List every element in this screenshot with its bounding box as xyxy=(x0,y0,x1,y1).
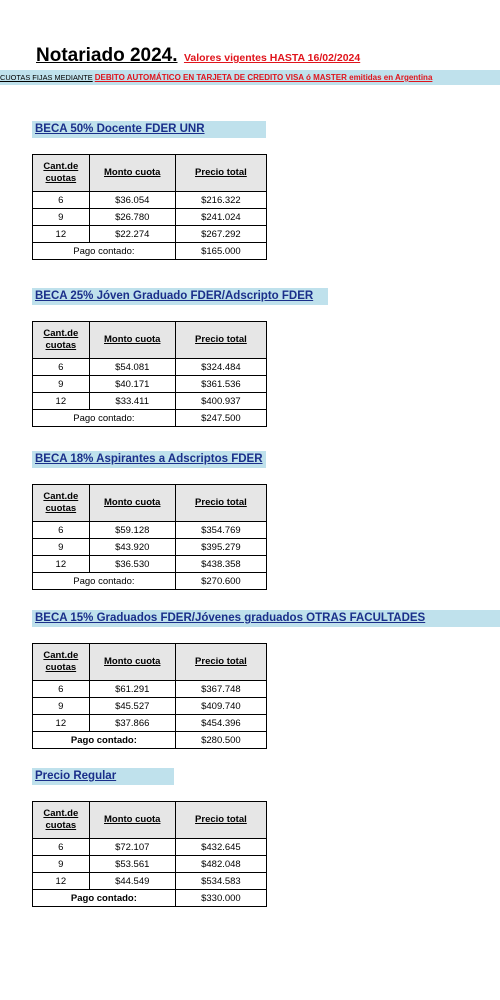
cell-total: $482.048 xyxy=(175,856,266,873)
cell-cuotas: 6 xyxy=(33,839,90,856)
table-row xyxy=(33,226,267,243)
cell-monto: $36.530 xyxy=(89,556,175,573)
cell-monto: $44.549 xyxy=(89,873,175,890)
table-row xyxy=(33,698,267,715)
table-row xyxy=(33,359,267,376)
cell-total: $534.583 xyxy=(175,873,266,890)
table-header-row xyxy=(33,155,267,192)
col-header-monto: Monto cuota xyxy=(89,155,175,192)
col-header-cuotas: Cant.de cuotas xyxy=(33,802,90,839)
banner-emphasis: DEBITO AUTOMÁTICO EN TARJETA DE CREDITO VISA ó MASTER emitidas en Argentina xyxy=(94,73,433,82)
section-title: Precio Regular xyxy=(32,768,174,785)
cell-cuotas: 9 xyxy=(33,856,90,873)
cell-monto: $53.561 xyxy=(89,856,175,873)
section-title: BECA 50% Docente FDER UNR xyxy=(32,121,266,138)
table-header-row xyxy=(33,644,267,681)
pago-contado-row xyxy=(33,410,267,427)
table-row xyxy=(33,556,267,573)
cell-total: $395.279 xyxy=(175,539,266,556)
pago-contado-row xyxy=(33,732,267,749)
table-header-row xyxy=(33,802,267,839)
section-title: BECA 15% Graduados FDER/Jóvenes graduados OTRAS FACULTADES xyxy=(32,610,500,627)
section-beca-50 xyxy=(32,121,267,260)
section-title: BECA 25% Jóven Graduado FDER/Adscripto FDER xyxy=(32,288,328,305)
cell-total: $367.748 xyxy=(175,681,266,698)
table-row xyxy=(33,393,267,410)
section-beca-25 xyxy=(32,288,328,427)
cell-monto: $22.274 xyxy=(89,226,175,243)
table-header-row xyxy=(33,322,267,359)
table-header-row xyxy=(33,485,267,522)
table-row xyxy=(33,539,267,556)
cell-total: $354.769 xyxy=(175,522,266,539)
table-row xyxy=(33,873,267,890)
cell-cuotas: 9 xyxy=(33,376,90,393)
pago-contado-label: Pago contado: xyxy=(33,410,176,427)
cell-total: $241.024 xyxy=(175,209,266,226)
cell-monto: $59.128 xyxy=(89,522,175,539)
cell-total: $409.740 xyxy=(175,698,266,715)
validity-note: Valores vigentes HASTA 16/02/2024 xyxy=(183,52,361,64)
col-header-cuotas: Cant.de cuotas xyxy=(33,322,90,359)
cell-monto: $45.527 xyxy=(89,698,175,715)
cell-cuotas: 9 xyxy=(33,539,90,556)
cell-total: $216.322 xyxy=(175,192,266,209)
table-row xyxy=(33,839,267,856)
col-header-total: Precio total xyxy=(175,155,266,192)
pago-contado-label: Pago contado: xyxy=(33,732,176,749)
col-header-monto: Monto cuota xyxy=(89,802,175,839)
cell-cuotas: 12 xyxy=(33,393,90,410)
section-title: BECA 18% Aspirantes a Adscriptos FDER xyxy=(32,451,266,468)
pago-contado-label: Pago contado: xyxy=(33,243,176,260)
cell-total: $324.484 xyxy=(175,359,266,376)
cell-monto: $26.780 xyxy=(89,209,175,226)
cell-monto: $36.054 xyxy=(89,192,175,209)
table-row xyxy=(33,192,267,209)
cell-total: $432.645 xyxy=(175,839,266,856)
pago-contado-value: $330.000 xyxy=(175,890,266,907)
cell-monto: $43.920 xyxy=(89,539,175,556)
pago-contado-label: Pago contado: xyxy=(33,890,176,907)
cell-cuotas: 9 xyxy=(33,698,90,715)
cell-cuotas: 6 xyxy=(33,522,90,539)
cell-cuotas: 12 xyxy=(33,873,90,890)
table-row xyxy=(33,681,267,698)
pago-contado-value: $270.600 xyxy=(175,573,266,590)
cell-cuotas: 6 xyxy=(33,192,90,209)
price-table xyxy=(32,801,267,907)
table-row xyxy=(33,715,267,732)
col-header-cuotas: Cant.de cuotas xyxy=(33,644,90,681)
table-row xyxy=(33,376,267,393)
col-header-cuotas: Cant.de cuotas xyxy=(33,485,90,522)
section-beca-18 xyxy=(32,451,267,590)
cell-monto: $61.291 xyxy=(89,681,175,698)
pago-contado-row xyxy=(33,243,267,260)
pago-contado-value: $247.500 xyxy=(175,410,266,427)
price-table xyxy=(32,484,267,590)
cell-monto: $33.411 xyxy=(89,393,175,410)
cell-monto: $72.107 xyxy=(89,839,175,856)
cell-cuotas: 9 xyxy=(33,209,90,226)
cell-total: $267.292 xyxy=(175,226,266,243)
cell-total: $361.536 xyxy=(175,376,266,393)
col-header-monto: Monto cuota xyxy=(89,322,175,359)
pago-contado-row xyxy=(33,890,267,907)
cell-cuotas: 12 xyxy=(33,226,90,243)
page-title-row xyxy=(36,45,360,67)
banner-prefix: CUOTAS FIJAS MEDIANTE xyxy=(0,73,93,82)
cell-monto: $40.171 xyxy=(89,376,175,393)
col-header-monto: Monto cuota xyxy=(89,485,175,522)
pago-contado-value: $165.000 xyxy=(175,243,266,260)
pago-contado-value: $280.500 xyxy=(175,732,266,749)
pago-contado-label: Pago contado: xyxy=(33,573,176,590)
cell-cuotas: 12 xyxy=(33,715,90,732)
col-header-total: Precio total xyxy=(175,802,266,839)
table-row xyxy=(33,856,267,873)
section-beca-15 xyxy=(32,610,500,749)
cell-total: $400.937 xyxy=(175,393,266,410)
cell-cuotas: 12 xyxy=(33,556,90,573)
section-precio-regular xyxy=(32,768,267,907)
cell-monto: $54.081 xyxy=(89,359,175,376)
price-table xyxy=(32,321,267,427)
table-row xyxy=(33,209,267,226)
cell-total: $454.396 xyxy=(175,715,266,732)
col-header-monto: Monto cuota xyxy=(89,644,175,681)
col-header-total: Precio total xyxy=(175,485,266,522)
col-header-total: Precio total xyxy=(175,322,266,359)
cell-cuotas: 6 xyxy=(33,359,90,376)
payment-banner xyxy=(0,70,500,85)
price-table xyxy=(32,643,267,749)
cell-monto: $37.866 xyxy=(89,715,175,732)
price-table xyxy=(32,154,267,260)
col-header-cuotas: Cant.de cuotas xyxy=(33,155,90,192)
cell-total: $438.358 xyxy=(175,556,266,573)
page-title: Notariado 2024. xyxy=(36,45,178,66)
cell-cuotas: 6 xyxy=(33,681,90,698)
pago-contado-row xyxy=(33,573,267,590)
table-row xyxy=(33,522,267,539)
col-header-total: Precio total xyxy=(175,644,266,681)
